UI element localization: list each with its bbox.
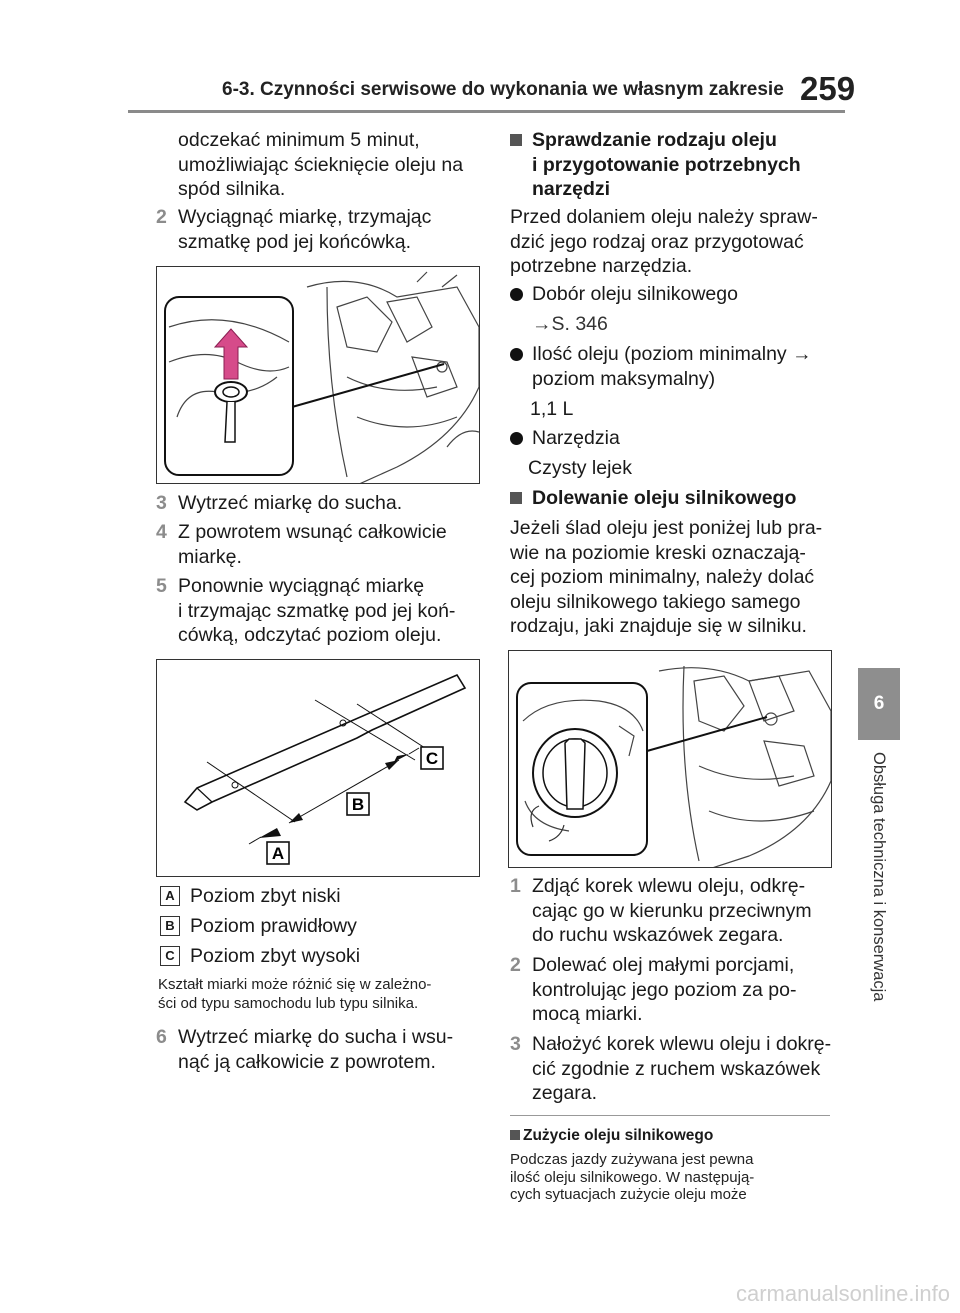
- square-marker: [510, 492, 522, 504]
- header-rule: [128, 110, 845, 113]
- engine-bay-drawing: [157, 267, 480, 484]
- label-a: A: [271, 844, 285, 863]
- bullet-dot: [510, 432, 523, 445]
- bullet-oil-selection: Dobór oleju silnikowego: [532, 282, 738, 307]
- add-oil-text: Jeżeli ślad oleju jest poniżej lub pra- wie na poziomie kreski oznaczają- cej poziom minimalny, należy dolać oleju silnikowego takiego samego rodzaju, jaki znajduje się w silniku.: [510, 517, 823, 637]
- heading-add-oil: Dolewanie oleju silnikowego: [532, 486, 796, 511]
- step-3-replace-cap: 3 Nałożyć korek wlewu oleju i dokrę- cić zgodnie z ruchem wskazówek zegara.: [510, 1033, 832, 1104]
- legend-item-b: B Poziom prawidłowy: [190, 914, 357, 939]
- dipstick-level-diagram: [156, 659, 480, 877]
- chapter-tab[interactable]: 6: [858, 668, 900, 740]
- bullet-dot: [510, 348, 523, 361]
- watermark: carmanualsonline.info: [735, 1281, 950, 1306]
- square-marker: [510, 134, 522, 146]
- dipstick-engine-illustration: [156, 266, 480, 484]
- tools-value: Czysty lejek: [528, 457, 633, 479]
- legend-item-c: C Poziom zbyt wysoki: [190, 944, 360, 969]
- chapter-label: [868, 752, 892, 1042]
- oil-selection-ref[interactable]: →S. 346: [532, 313, 608, 335]
- label-c: C: [425, 749, 439, 768]
- step-3-wipe-dipstick: 3 Wytrzeć miarkę do sucha.: [156, 492, 403, 514]
- legend-item-a: A Poziom zbyt niski: [190, 884, 341, 909]
- bullet-dot: [510, 288, 523, 301]
- section-title: 6-3. Czynności serwisowe do wykonania we własnym zakresie: [222, 79, 784, 100]
- step-4-reinsert: 4 Z powrotem wsunąć całkowicie miarkę.: [156, 521, 447, 568]
- step-1-remove-cap: 1 Zdjąć korek wlewu oleju, odkrę- cając go w kierunku przeciwnym do ruchu wskazówek zegara.: [510, 875, 812, 946]
- dipstick-shape-note: Kształt miarki może różnić się w zależno- ści od typu samochodu lub typu silnika.: [158, 976, 432, 1012]
- square-marker: [510, 1130, 520, 1140]
- bullet-oil-quantity: Ilość oleju (poziom minimalny → poziom maksymalny): [532, 342, 812, 391]
- chapter-label-text: Obsługa techniczna i konserwacja: [870, 752, 888, 1002]
- page-number: 259: [800, 70, 856, 107]
- step-2-add-oil: 2 Dolewać olej małymi porcjami, kontrolując jego poziom za po- mocą miarki.: [510, 954, 797, 1025]
- note-heading: Zużycie oleju silnikowego: [510, 1126, 713, 1145]
- label-b: B: [351, 795, 365, 814]
- check-oil-text: Przed dolaniem oleju należy spraw- dzić jego rodzaj oraz przygotować potrzebne narzędzia.: [510, 206, 818, 277]
- heading-check-oil: Sprawdzanie rodzaju oleju i przygotowanie potrzebnych narzędzi: [532, 128, 801, 202]
- note-divider: [510, 1115, 830, 1116]
- oil-filler-cap-illustration: [508, 650, 832, 868]
- intro-text: odczekać minimum 5 minut, umożliwiając ścieknięcie oleju na spód silnika.: [178, 129, 464, 200]
- step-5-read-level: 5 Ponownie wyciągnąć miarkę i trzymając szmatkę pod jej koń- cówką, odczytać poziom oleju.: [156, 575, 456, 646]
- step-2-pull-dipstick: 2 Wyciągnąć miarkę, trzymając szmatkę pod jej końcówką.: [156, 206, 432, 253]
- step-6-wipe-reinsert: 6 Wytrzeć miarkę do sucha i wsu- nąć ją całkowicie z powrotem.: [156, 1026, 454, 1073]
- bullet-tools: Narzędzia: [532, 426, 620, 451]
- dipstick-drawing: [157, 660, 480, 877]
- note-text: Podczas jazdy zużywana jest pewna ilość oleju silnikowego. W następują- cych sytuacjach zużycie oleju może: [510, 1151, 755, 1203]
- oil-quantity-value: 1,1 L: [530, 398, 574, 420]
- filler-cap-drawing: [509, 651, 832, 868]
